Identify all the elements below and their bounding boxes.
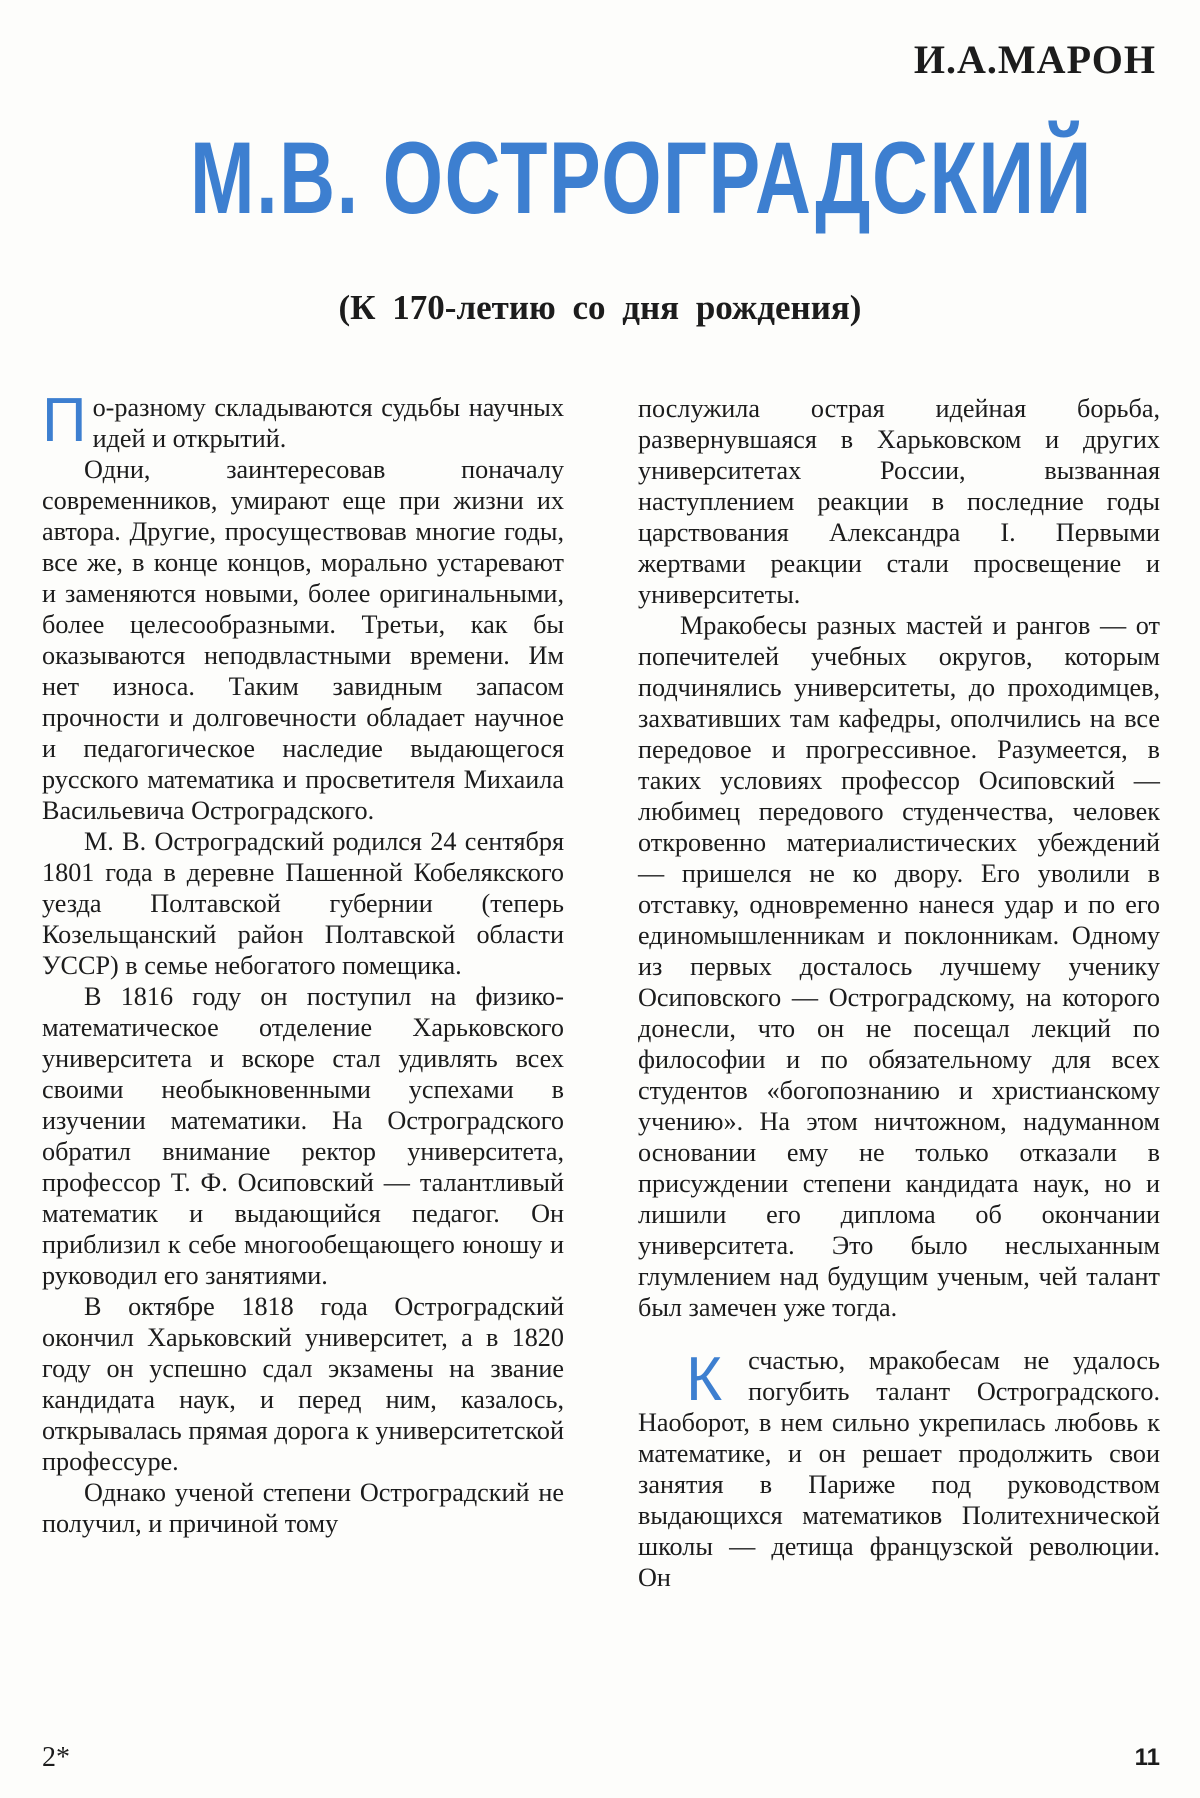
- right-text-column: [638, 393, 1160, 1593]
- paragraph: В октябре 1818 года Остроградский окончил Харьковский университет, а в 1820 году он успешно сдал экзамены на звание кандидата наук, и перед ним, казалось, открывалась прямая дорога к университетской профессуре.: [42, 1292, 564, 1476]
- paragraph: М. В. Остроградский родился 24 сентября 1801 года в деревне Пашенной Кобелякского уезда Полтавской губернии (теперь Козельщанский район Полтавской области УССР) в семье небогатого помещика.: [42, 827, 564, 980]
- paragraph: Мракобесы разных мастей и рангов — от попечителей учебных округов, которым подчинялись университеты, до проходимцев, захвативших там кафедры, ополчились на все передовое и прогрессивное. Разумеется, в таких условиях профессор Осиповский — любимец передового студенчества, человек откровенно материалистических убеждений — пришелся не ко двору. Его уволили в отставку, одновременно нанеся удар и по его единомышленникам и поклонникам. Одному из первых досталось лучшему ученику Осиповского — Остроградскому, на которого донесли, что он не посещал лекций по философии и по обязательному для всех студентов «богопознанию и христианскому учению». На этом ничтожном, надуманном основании ему не только отказали в присуждении степени кандидата наук, но и лишили его диплома об окончании университета. Это было неслыханным глумлением над будущим ученым, чей талант был замечен уже тогда.: [638, 611, 1160, 1322]
- left-text-column: [42, 386, 564, 1539]
- paragraph: В 1816 году он поступил на физико-математическое отделение Харьковского университета и вскоре стал удивлять всех своими необыкновенными успехами в изучении математики. На Остроградского обратил внимание ректор университета, профессор Т. Ф. Осиповский — талантливый математик и выдающийся педагог. Он приблизил к себе многообещающего юношу и руководил его занятиями.: [42, 982, 564, 1290]
- article-title: М.В. ОСТРОГРАДСКИЙ: [190, 121, 1093, 235]
- drop-cap: П: [42, 386, 87, 455]
- drop-cap: К: [686, 1345, 723, 1414]
- article-subtitle: (К 170-летию со дня рождения): [338, 288, 862, 327]
- author-name: И.А.МАРОН: [913, 37, 1156, 82]
- paragraph: [42, 386, 564, 455]
- paragraph-text: о-разному складываются судьбы научных идей и открытий.: [92, 393, 564, 453]
- signature-mark: 2*: [42, 1742, 70, 1773]
- paragraph: [638, 1345, 1160, 1593]
- paragraph-text: счастью, мракобесам не удалось погубить талант Остроградского. Наоборот, в нем сильно укрепилась любовь к математике, и он решает продолжить свои занятия в Париже под руководством выдающихся математиков Политехнической школы — детища французской революции. Он: [638, 1346, 1160, 1592]
- page-number: 11: [1134, 1744, 1160, 1771]
- paragraph: послужила острая идейная борьба, развернувшаяся в Харьковском и других университетах России, вызванная наступлением реакции в последние годы царствования Александра I. Первыми жертвами реакции стали просвещение и университеты.: [638, 394, 1160, 609]
- paragraph: Однако ученой степени Остроградский не получил, и причиной тому: [42, 1478, 564, 1538]
- paragraph: Одни, заинтересовав поначалу современников, умирают еще при жизни их автора. Другие, просуществовав многие годы, все же, в конце концов, морально устаревают и заменяются новыми, более оригинальными, более целесообразными. Третьи, как бы оказываются неподвластными времени. Им нет износа. Таким завидным запасом прочности и долговечности обладает научное и педагогическое наследие выдающегося русского математика и просветителя Михаила Васильевича Остроградского.: [42, 455, 564, 825]
